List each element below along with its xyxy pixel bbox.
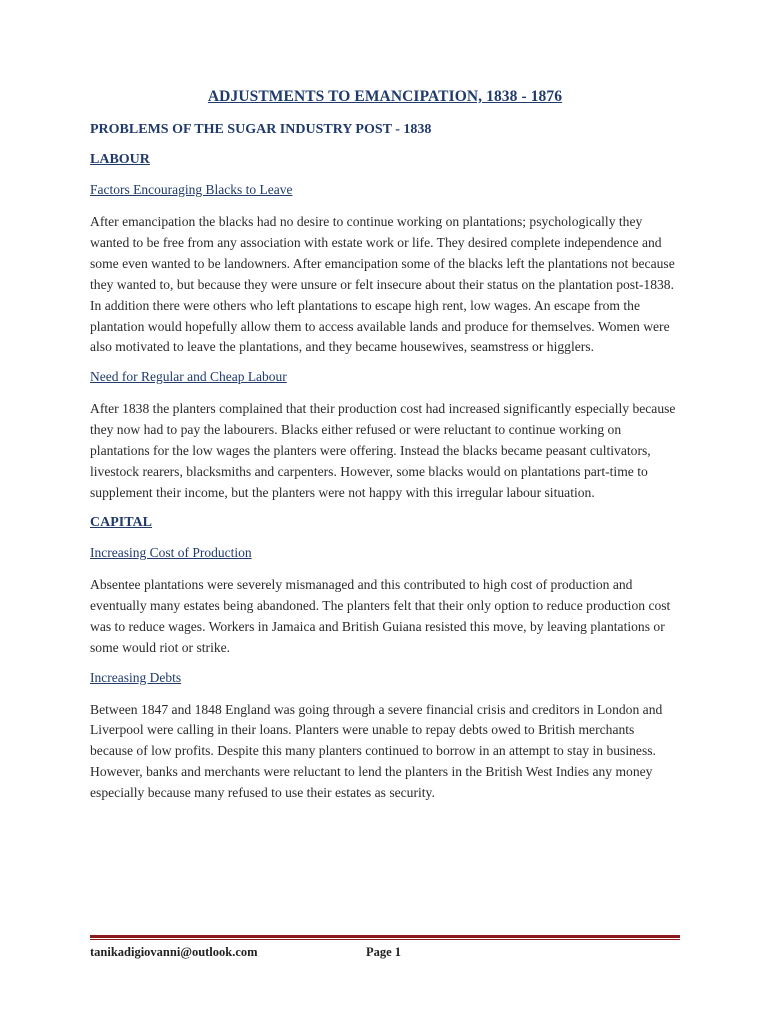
regular-labour-paragraph: After 1838 the planters complained that their production cost had increased significantly especially because they now had to pay the labourers. Blacks either refused or were reluctant to continue working on plantations for the low wages the planters were offering. Instead the blacks became peasant cultivators, livestock rearers, blacksmiths and carpenters. However, some blacks would on plantations part-time to supplement their income, but the planters were not happy with this irregular labour situation. — [90, 401, 676, 500]
factors-encouraging-paragraph: After emancipation the blacks had no desire to continue working on plantations; psychologically they wanted to be free from any association with estate work or life. They desired complete independence and some even wanted to be landowners. After emancipation some of the blacks left the plantations not because they wanted to, but because they were unsure or felt insecure about their status on the plantation post-1838. In addition there were others who left plantations to escape high rent, low wages. An escape from the plantation would hopefully allow them to access available lands and produce for themselves. Women were also motivated to leave the plantations, and they became housewives, seamstress or higglers. — [90, 214, 675, 355]
labour-heading: LABOUR — [90, 152, 150, 167]
section-title: PROBLEMS OF THE SUGAR INDUSTRY POST - 1838 — [90, 122, 432, 137]
page-number: Page 1 — [366, 945, 402, 959]
increasing-debts-paragraph: Between 1847 and 1848 England was going through a severe financial crisis and creditors in London and Liverpool were calling in their loans. Planters were unable to repay debts owed to British merchants because of low profits. Despite this many planters continued to borrow in an attempt to stay in business. However, banks and merchants were reluctant to lend the planters in the British West Indies any money especially because many refused to use their estates as security. — [90, 701, 663, 801]
factors-encouraging-heading: Factors Encouraging Blacks to Leave — [90, 182, 293, 197]
footer-email: tanikadigiovanni@outlook.com — [90, 945, 258, 959]
document-title: ADJUSTMENTS TO EMANCIPATION, 1838 - 1876 — [207, 88, 563, 105]
cost-of-production-paragraph: Absentee plantations were severely mismanaged and this contributed to high cost of production and eventually many estates being abandoned. The planters felt that their only option to reduce production cost was to reduce wages. Workers in Jamaica and British Guiana resisted this move, by leaving plantations or some would riot or strike. — [90, 576, 671, 655]
footer-divider-thin — [90, 939, 680, 940]
increasing-debts-heading: Increasing Debts — [90, 669, 182, 685]
footer-divider-thick — [90, 935, 680, 938]
capital-heading: CAPITAL — [90, 514, 152, 530]
regular-labour-heading: Need for Regular and Cheap Labour — [90, 369, 287, 385]
document-page — [90, 88, 680, 815]
cost-of-production-heading: Increasing Cost of Production — [90, 544, 252, 560]
footer-divider — [90, 935, 680, 941]
